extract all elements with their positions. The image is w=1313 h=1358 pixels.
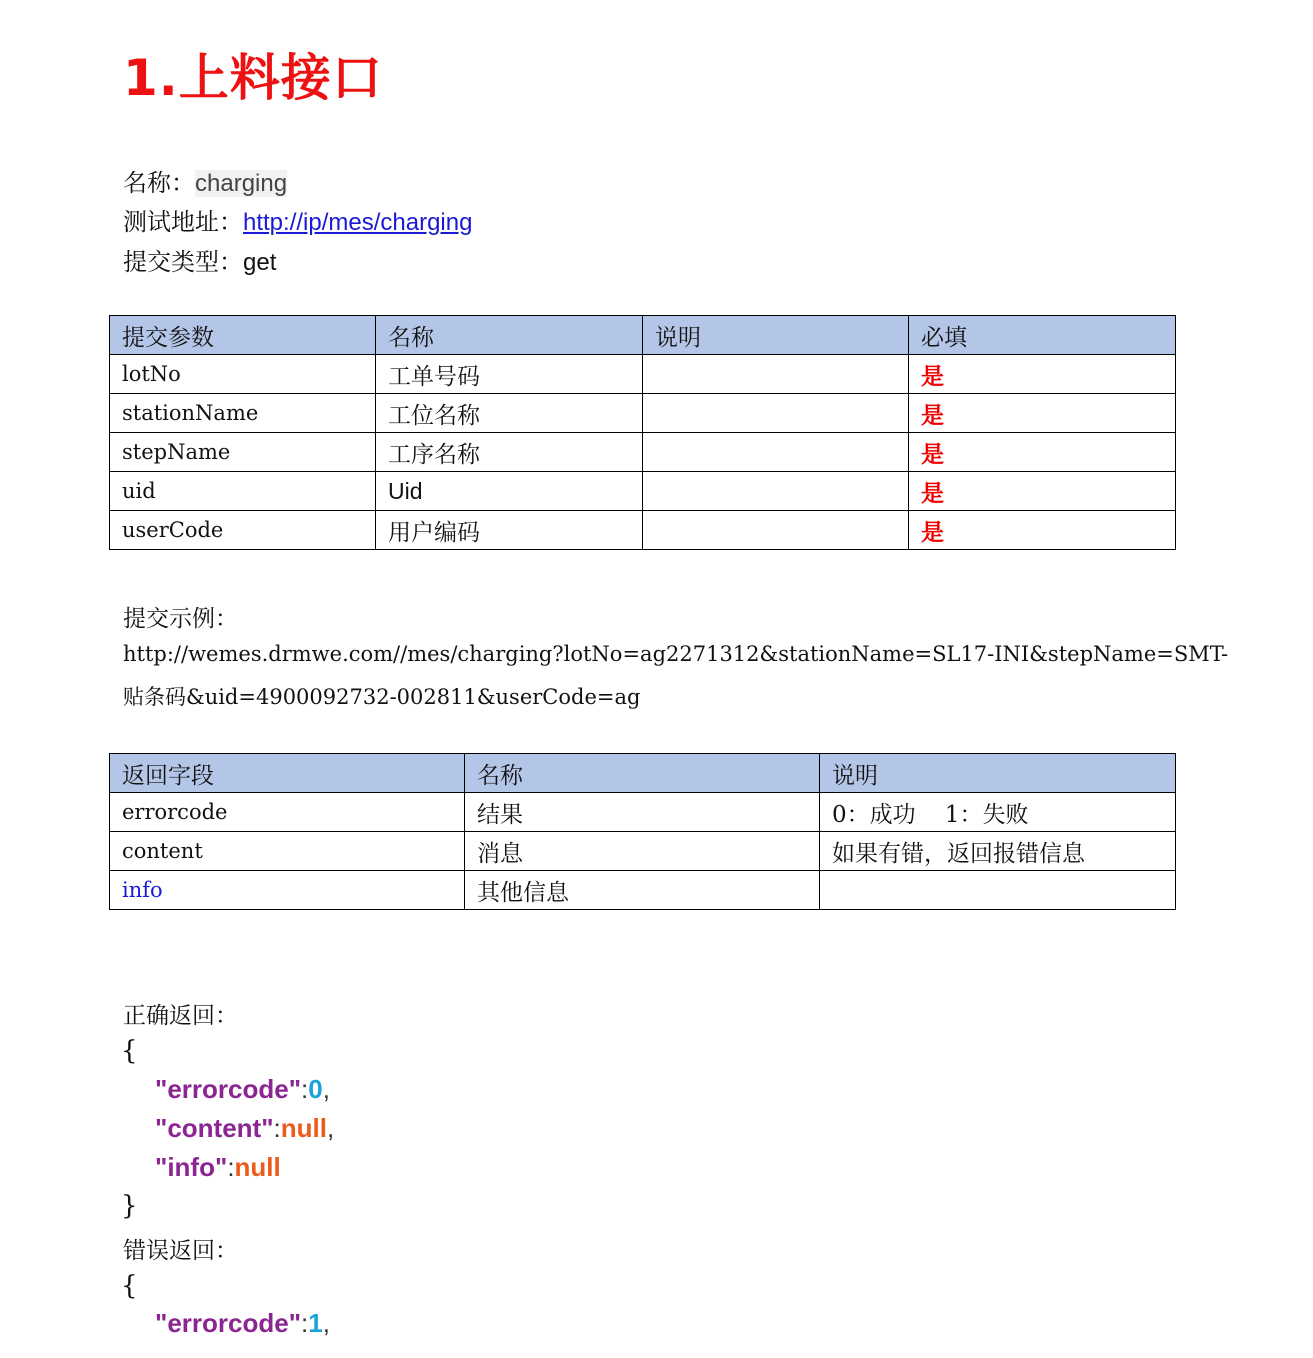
json-comma: , bbox=[327, 1113, 335, 1143]
success-errorcode-line bbox=[155, 1074, 330, 1105]
field-cell: errorcode bbox=[110, 793, 465, 832]
json-comma: , bbox=[322, 1308, 330, 1338]
name-row bbox=[123, 163, 287, 198]
params-header-param: 提交参数 bbox=[110, 316, 376, 355]
name-cell: 结果 bbox=[465, 793, 820, 832]
params-header-name: 名称 bbox=[376, 316, 643, 355]
desc-cell bbox=[643, 433, 909, 472]
example-label: 提交示例： bbox=[123, 606, 238, 632]
name-value: charging bbox=[195, 170, 288, 197]
desc-cell bbox=[820, 871, 1176, 910]
table-row bbox=[110, 832, 1176, 871]
table-row bbox=[110, 394, 1176, 433]
json-value: 0 bbox=[308, 1074, 323, 1104]
success-label: 正确返回： bbox=[123, 1003, 238, 1029]
name-cell: 工序名称 bbox=[376, 433, 643, 472]
name-cell: 用户编码 bbox=[376, 511, 643, 550]
name-label: 名称： bbox=[123, 169, 195, 197]
return-header-field: 返回字段 bbox=[110, 754, 465, 793]
json-key: "errorcode" bbox=[155, 1308, 302, 1338]
name-cell: 工位名称 bbox=[376, 394, 643, 433]
json-colon: : bbox=[273, 1113, 281, 1143]
page-title: 1.上料接口 bbox=[123, 49, 383, 107]
json-colon: : bbox=[227, 1152, 235, 1182]
table-row bbox=[110, 793, 1176, 832]
param-cell: lotNo bbox=[110, 355, 376, 394]
params-table bbox=[109, 315, 1176, 550]
desc-cell: 如果有错，返回报错信息 bbox=[820, 832, 1176, 871]
json-comma: , bbox=[322, 1074, 330, 1104]
json-key: "errorcode" bbox=[155, 1074, 302, 1104]
return-header-row bbox=[110, 754, 1176, 793]
required-cell: 是 bbox=[909, 433, 1176, 472]
params-header-required: 必填 bbox=[909, 316, 1176, 355]
json-key: "info" bbox=[155, 1152, 228, 1182]
required-cell: 是 bbox=[909, 394, 1176, 433]
name-cell: Uid bbox=[376, 472, 643, 511]
desc-cell: 0：成功 1：失败 bbox=[820, 793, 1176, 832]
example-line-1: http://wemes.drmwe.com//mes/charging?lotNo=ag2271312&stationName=SL17-INI&stepName=SMT- bbox=[123, 642, 1229, 666]
success-info-line bbox=[155, 1152, 281, 1183]
desc-cell bbox=[643, 511, 909, 550]
method-label: 提交类型： bbox=[123, 248, 243, 276]
table-row bbox=[110, 511, 1176, 550]
return-header-name: 名称 bbox=[465, 754, 820, 793]
desc-cell bbox=[643, 355, 909, 394]
desc-cell bbox=[643, 394, 909, 433]
param-cell: stationName bbox=[110, 394, 376, 433]
method-value: get bbox=[243, 249, 277, 276]
success-content-line bbox=[155, 1113, 334, 1144]
example-line-2: 贴条码&uid=4900092732-002811&userCode=ag bbox=[123, 685, 641, 709]
required-cell: 是 bbox=[909, 355, 1176, 394]
name-cell: 其他信息 bbox=[465, 871, 820, 910]
table-row bbox=[110, 871, 1176, 910]
success-close-brace: } bbox=[121, 1191, 138, 1221]
name-cell: 消息 bbox=[465, 832, 820, 871]
desc-cell bbox=[643, 472, 909, 511]
json-colon: : bbox=[301, 1308, 309, 1338]
param-cell: stepName bbox=[110, 433, 376, 472]
param-cell: userCode bbox=[110, 511, 376, 550]
table-row bbox=[110, 472, 1176, 511]
required-cell: 是 bbox=[909, 472, 1176, 511]
field-cell: info bbox=[110, 871, 465, 910]
required-cell: 是 bbox=[909, 511, 1176, 550]
table-row bbox=[110, 433, 1176, 472]
params-header-desc: 说明 bbox=[643, 316, 909, 355]
url-link[interactable]: http://ip/mes/charging bbox=[243, 209, 473, 236]
field-cell: content bbox=[110, 832, 465, 871]
return-table bbox=[109, 753, 1176, 910]
table-row bbox=[110, 355, 1176, 394]
return-header-desc: 说明 bbox=[820, 754, 1176, 793]
url-label: 测试地址： bbox=[123, 208, 243, 236]
param-cell: uid bbox=[110, 472, 376, 511]
json-value: null bbox=[234, 1152, 281, 1182]
json-value: 1 bbox=[308, 1308, 323, 1338]
error-label: 错误返回： bbox=[123, 1238, 238, 1264]
json-key: "content" bbox=[155, 1113, 274, 1143]
json-colon: : bbox=[301, 1074, 309, 1104]
error-errorcode-line bbox=[155, 1308, 330, 1339]
url-row bbox=[123, 202, 472, 237]
success-open-brace: { bbox=[121, 1036, 138, 1066]
error-open-brace: { bbox=[121, 1271, 138, 1301]
params-header-row bbox=[110, 316, 1176, 355]
json-value: null bbox=[280, 1113, 327, 1143]
name-cell: 工单号码 bbox=[376, 355, 643, 394]
method-row bbox=[123, 242, 276, 277]
